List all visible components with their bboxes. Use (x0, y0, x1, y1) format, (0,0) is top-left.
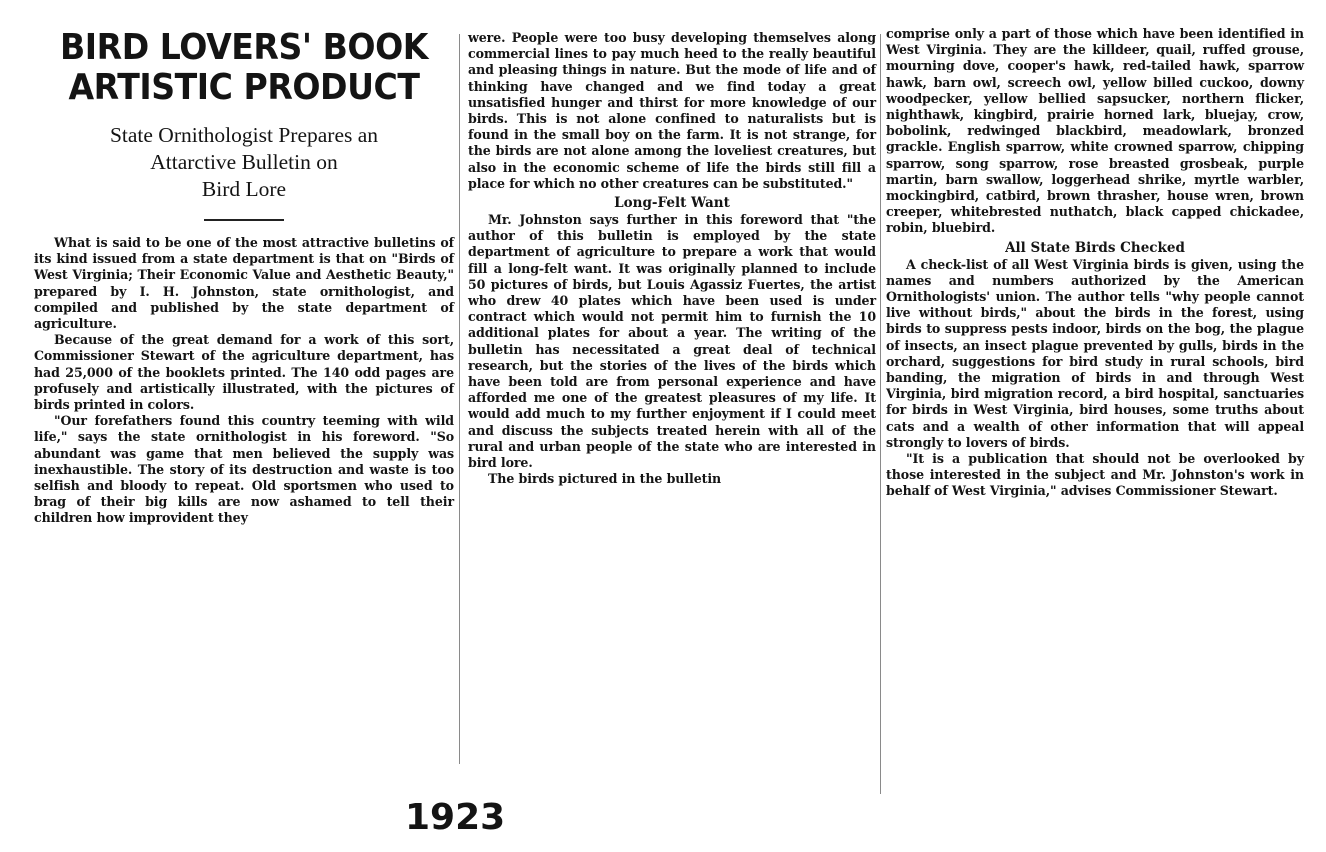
paragraph: comprise only a part of those which have been identified in West Virginia. They are the killdeer, quail, ruffed grouse, mourning dove, cooper's hawk, red-tailed hawk, sparrow hawk, barn owl, screech owl, yellow billed cuckoo, downy woodpecker, yellow bellied sapsucker, northern flicker, nighthawk, kingbird, prairie horned lark, bluejay, crow, bobolink, redwinged blackbird, meadowlark, bronzed grackle. English sparrow, white crowned sparrow, chipping sparrow, song sparrow, rose breasted grosbeak, purple martin, barn swallow, loggerhead shrike, myrtle warbler, mockingbird, catbird, brown thrasher, house wren, brown creeper, whitebrested nuthatch, black capped chickadee, robin, bluebird. (886, 26, 1304, 236)
paragraph: What is said to be one of the most attractive bulletins of its kind issued from a state department is that on "Birds of West Virginia; Their Economic Value and Aesthetic Beauty," prepared by I. H. Johnston, state ornithologist, and compiled and published by the state department of agriculture. (34, 235, 454, 332)
column-divider (880, 34, 881, 794)
subheadline (34, 122, 454, 203)
paragraph: A check-list of all West Virginia birds is given, using the names and numbers authorized by the American Ornithologists' union. The author tells "why people cannot live without birds," about the birds in the forest, using birds to suppress pests indoor, birds on the bog, the plague of insects, an insect plague prevented by gulls, birds in the orchard, suggestions for bird study in rural schools, bird banding, the migration of birds in and through West Virginia, bird migration record, a bird hospital, sanctuaries for birds in West Virginia, bird houses, some truths about cats and a wealth of other information that will appeal strongly to lovers of birds. (886, 256, 1304, 450)
year-label: 1923 (405, 797, 506, 838)
headline-line-2: ARTISTIC PRODUCT (68, 67, 420, 108)
divider (204, 219, 284, 221)
paragraph: were. People were too busy developing themselves along commercial lines to pay much heed to the really beautiful and pleasing things in nature. But the mode of life and of thinking have changed and we find today a great unsatisfied hunger and thirst for more knowledge of our birds. This is not alone confined to naturalists but is found in the small boy on the farm. It is not strange, for the birds are not alone among the loveliest creatures, but also in the economic scheme of life the birds still fill a place for which no other creatures can be substituted." (468, 30, 876, 191)
section-heading: All State Birds Checked (1005, 239, 1185, 256)
deck-line-2: Attarctive Bulletin on (150, 150, 338, 174)
section-heading: Long-Felt Want (614, 195, 730, 212)
column-2 (468, 30, 876, 487)
column-divider (459, 34, 460, 764)
paragraph: "It is a publication that should not be overlooked by those interested in the subject and Mr. Johnston's work in behalf of West Virginia," advises Commissioner Stewart. (886, 451, 1304, 499)
deck-line-3: Bird Lore (201, 177, 287, 201)
column-1 (34, 28, 454, 527)
headline (51, 28, 437, 108)
paragraph: The birds pictured in the bulletin (488, 471, 722, 487)
paragraph: Mr. Johnston says further in this foreword that "the author of this bulletin is employed by the state department of agriculture to prepare a work that would fill a long-felt want. It was originally planned to include 50 pictures of birds, but Louis Agassiz Fuertes, the artist who drew 40 plates which have been used is under contract which would not permit him to furnish the 10 additional plates for about a year. The writing of the bulletin has necessitated a great deal of technical research, but the stories of the lives of the birds which have been told are from personal experience and have afforded me one of the greatest pleasures of my life. It would add much to my further enjoyment if I could meet and discuss the subjects treated herein with all of the rural and urban people of the state who are interested in bird lore. (468, 212, 876, 471)
paragraph: "Our forefathers found this country teeming with wild life," says the state ornithologist in his foreword. "So abundant was game that men believed the supply was inexhaustible. The story of its destruction and waste is too selfish and bloody to repeat. Old sportsmen who used to brag of their big kills are now ashamed to tell their children how improvident they (34, 413, 454, 526)
paragraph: Because of the great demand for a work of this sort, Commissioner Stewart of the agriculture department, has had 25,000 of the booklets printed. The 140 odd pages are profusely and artistically illustrated, with the pictures of birds printed in colors. (34, 332, 454, 413)
deck-line-1: State Ornithologist Prepares an (109, 123, 379, 147)
headline-line-1: BIRD LOVERS' BOOK (60, 27, 428, 68)
column-3 (886, 26, 1304, 500)
